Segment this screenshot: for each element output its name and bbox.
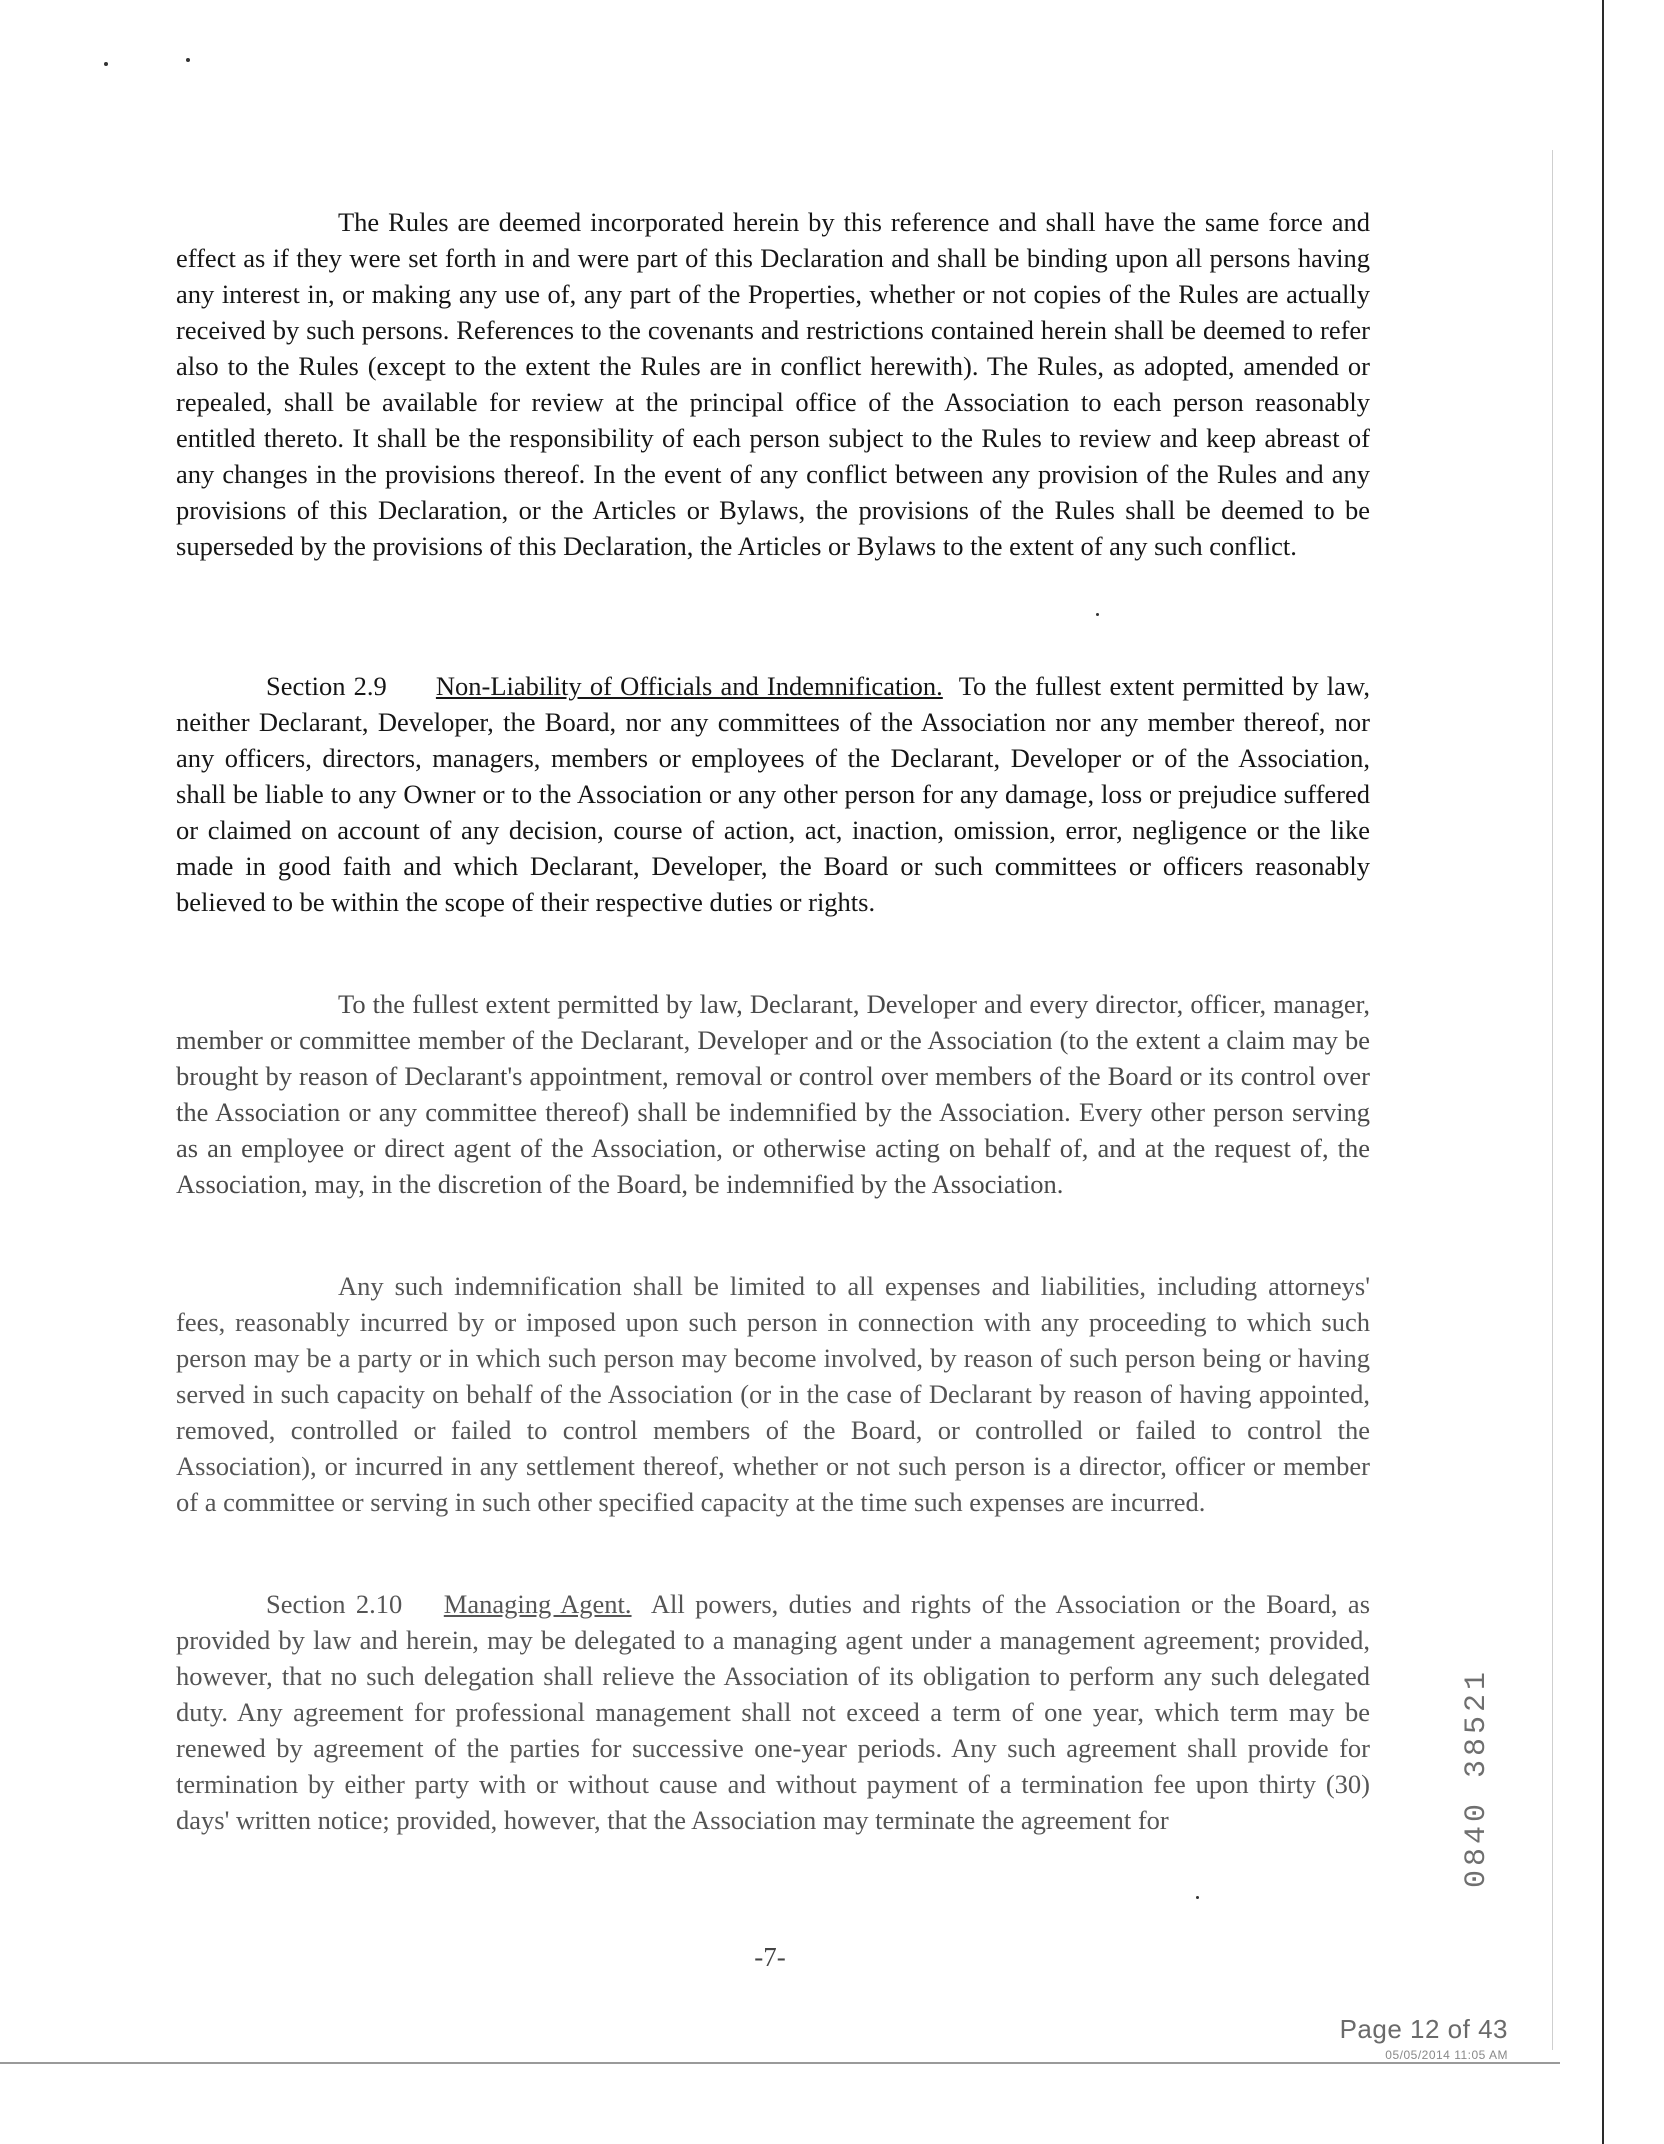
section-2-9-number: Section 2.9 — [266, 671, 387, 701]
indemnification-paragraph: To the fullest extent permitted by law, Declarant, Developer and every director, officer, manager, member or committee member of the Declarant, Developer and or the Association (to the extent a claim may be brought by reason of Declarant's appointment, removal or control over members of the Board or its control over the Association or any committee thereof) shall be indemnified by the Association. Every other person serving as an employee or direct agent of the Association, or otherwise acting on behalf of, and at the request of, the Association, may, in the discretion of the Board, be indemnified by the Association. — [176, 989, 1370, 1199]
limitation-paragraph: Any such indemnification shall be limited to all expenses and liabilities, including attorneys' fees, reasonably incurred by or imposed upon such person in connection with any proceeding to which such person may be a party or in which such person may become involved, by reason of such person being or having served in such capacity on behalf of the Association (or in the case of Declarant by reason of having appointed, removed, controlled or failed to control members of the Board, or controlled or failed to control the Association), or incurred in any settlement thereof, whether or not such person is a director, officer or member of a committee or serving in such other specified capacity at the time such expenses are incurred. — [176, 1271, 1370, 1517]
section-2-9-paragraph — [176, 668, 1370, 920]
page-number: -7- — [754, 1942, 786, 1972]
section-2-10-body: All powers, duties and rights of the Association or the Board, as provided by law and herein, may be delegated to a managing agent under a management agreement; provided, however, that no such delegation shall relieve the Association of its obligation to perform any such delegated duty. Any agreement for professional management shall not exceed a term of one year, which term may be renewed by agreement of the parties for successive one-year periods. Any such agreement shall provide for termination by either party with or without cause and without payment of a termination fee upon thirty (30) days' written notice; provided, however, that the Association may terminate the agreement for — [176, 1589, 1371, 1835]
bottom-scan-rule — [0, 2062, 1560, 2064]
section-2-10-heading: Managing Agent. — [443, 1589, 632, 1619]
section-2-9-body: To the fullest extent permitted by law, neither Declarant, Developer, the Board, nor any committees of the Association nor any member thereof, nor any officers, directors, managers, members or employees of the Declarant, Developer or of the Association, shall be liable to any Owner or to the Association or any other person for any damage, loss or prejudice suffered or claimed on account of any decision, course of action, act, inaction, omission, error, negligence or the like made in good faith and which Declarant, Developer, the Board or such committees or officers reasonably believed to be within the scope of their respective duties or rights. — [176, 671, 1370, 917]
scan-speck — [104, 62, 108, 66]
date-stamp: 05/05/2014 11:05 AM — [1385, 2048, 1508, 2062]
right-margin-rule — [1602, 0, 1604, 2144]
page-stamp: Page 12 of 43 — [1339, 2014, 1508, 2044]
section-2-10-number: Section 2.10 — [266, 1589, 403, 1619]
section-2-10-paragraph — [176, 1586, 1370, 1838]
right-faint-rule — [1552, 150, 1553, 2050]
scan-speck — [186, 58, 190, 62]
section-2-9-heading: Non-Liability of Officials and Indemnification. — [435, 671, 943, 701]
rules-paragraph: The Rules are deemed incorporated herein by this reference and shall have the same force and effect as if they were set forth in and were part of this Declaration and shall be binding upon all persons having any interest in, or making any use of, any part of the Properties, whether or not copies of the Rules are actually received by such persons. References to the covenants and restrictions contained herein shall be deemed to refer also to the Rules (except to the extent the Rules are in conflict herewith). The Rules, as adopted, amended or repealed, shall be available for review at the principal office of the Association to each person reasonably entitled thereto. It shall be the responsibility of each person subject to the Rules to review and keep abreast of any changes in the provisions thereof. In the event of any conflict between any provision of the Rules and any provisions of this Declaration, or the Articles or Bylaws, the provisions of the Rules shall be deemed to be superseded by the provisions of this Declaration, the Articles or Bylaws to the extent of any such conflict. — [176, 207, 1370, 561]
scan-speck — [1096, 613, 1099, 616]
scan-speck — [1196, 1896, 1199, 1899]
margin-recording-code: 0840 38521 — [1460, 1667, 1494, 1888]
